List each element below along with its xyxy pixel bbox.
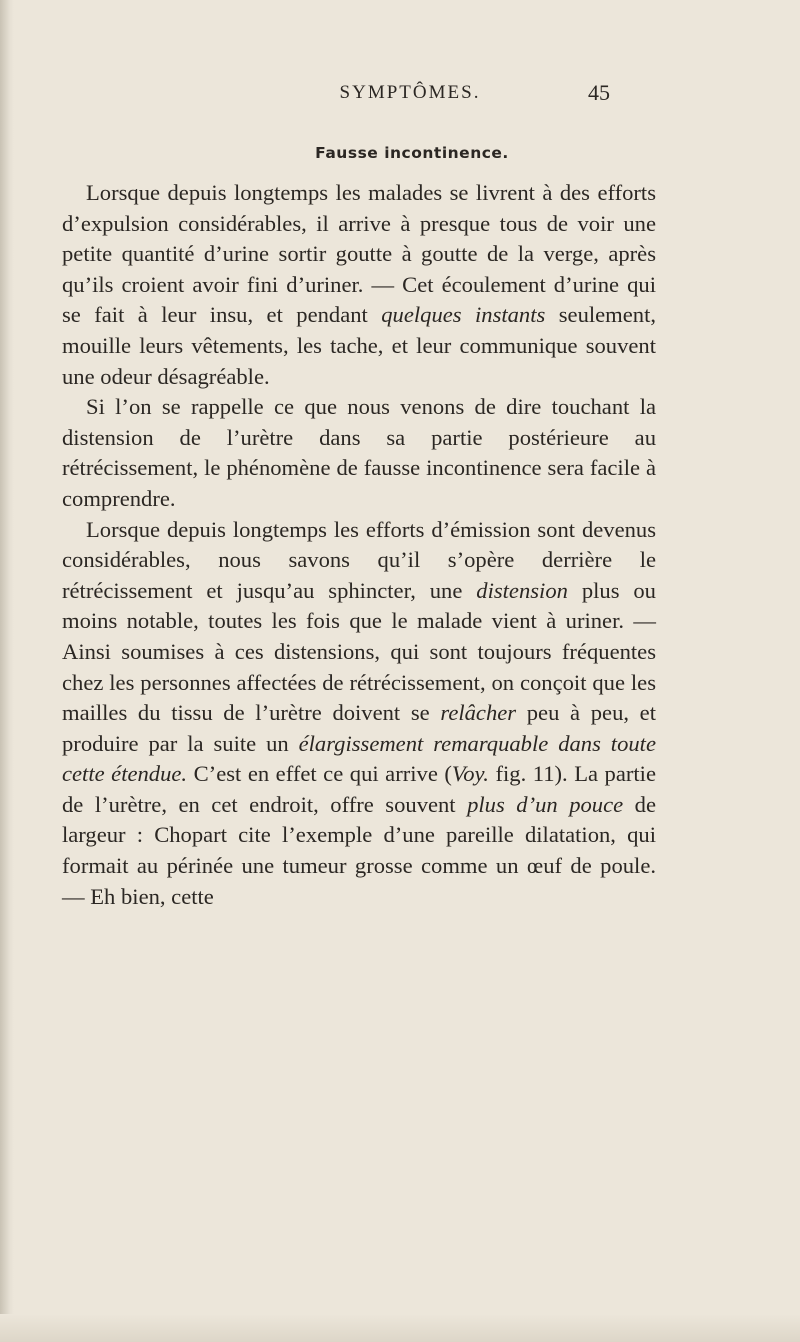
body-text [62, 178, 656, 912]
paragraph [62, 178, 656, 392]
paragraph [62, 392, 656, 514]
text-segment: Si l’on se rappelle ce que nous venons de dire touchant la distension de l’urètre dans sa partie postérieure au rétrécissement, le phénomène de fausse incontinence sera facile à comprendre. [62, 394, 656, 511]
section-title: Fausse incontinence. [315, 144, 509, 162]
paragraph [62, 515, 656, 913]
text-segment: C’est en effet ce qui arrive ( [187, 761, 452, 787]
text-segment: Lorsque depuis longtemps les malades se livrent à des efforts d’expulsion considérables, il arrive à presque tous de voir une petite quantité d’urine sortir goutte à goutte de la verge, après qu’ils croient avoir fini d’uriner. — Cet écoulement d’urine qui se fait à leur insu, et pendant [62, 180, 656, 328]
page-bottom-edge [0, 1314, 800, 1342]
page-number: 45 [588, 80, 610, 105]
italic-segment: Voy. [451, 761, 489, 787]
text-segment: peu à peu, et produire par la suite un [62, 700, 656, 756]
italic-segment: distension [476, 577, 568, 603]
italic-segment: plus d’un pouce [467, 791, 624, 817]
italic-segment: relâcher [440, 700, 517, 726]
text-segment: seulement, mouille leurs vêtements, les tache, et leur communique souvent une odeur désagréable. [62, 302, 656, 389]
text-segment: Lorsque depuis longtemps les efforts d’émission sont devenus considérables, nous savons qu’il s’opère derrière le rétrécissement et jusqu’au sphincter, une [62, 516, 656, 603]
running-title: SYMPTÔMES. [339, 82, 481, 103]
text-segment: fig. 11). La partie de l’urètre, en cet endroit, offre souvent [62, 761, 656, 817]
page-header [0, 78, 800, 108]
text-segment: de largeur : Chopart cite l’exemple d’une pareille dilatation, qui formait au périnée une tumeur grosse comme un œuf de poule. — Eh bien, cette [62, 791, 656, 909]
text-segment: plus ou moins notable, toutes les fois que le malade vient à uriner. — Ainsi soumises à ces distensions, qui sont toujours fréquentes chez les personnes affectées de rétrécissement, on conçoit que les mailles du tissu de l’urètre doivent se [62, 577, 656, 726]
page-binding-edge [0, 0, 14, 1342]
italic-segment: quelques instants [381, 302, 546, 328]
italic-segment: élargissement remarquable dans toute cette étendue. [62, 730, 656, 787]
